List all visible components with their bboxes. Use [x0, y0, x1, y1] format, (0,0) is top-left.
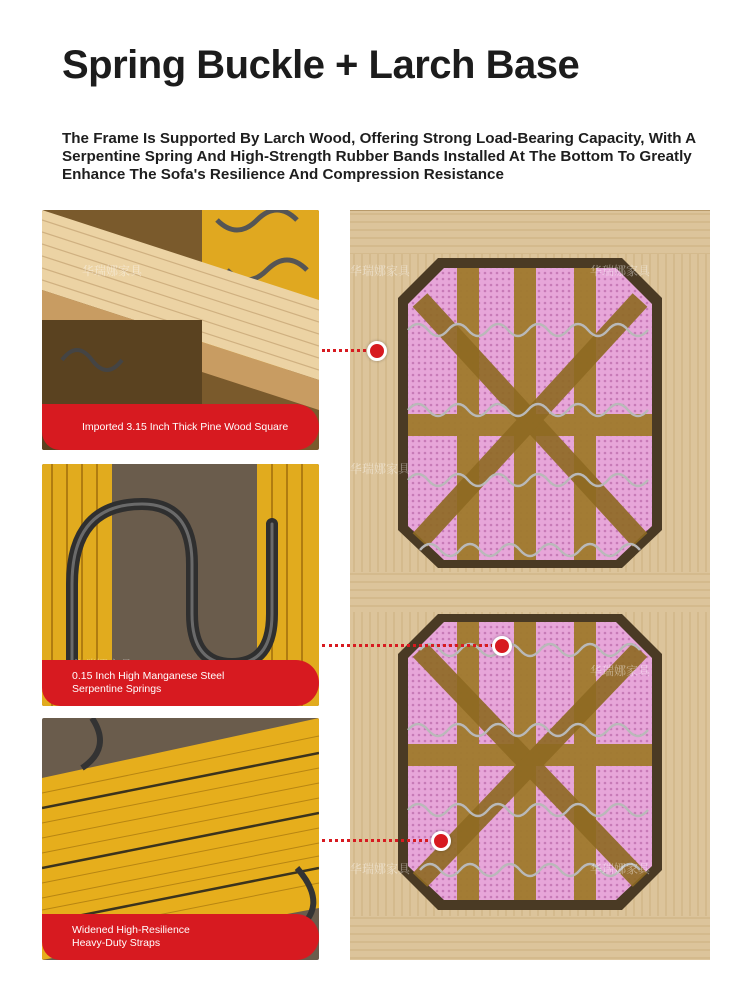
callout-line	[322, 644, 494, 647]
detail-label-badge	[42, 660, 319, 706]
detail-card-pine-wood	[42, 210, 319, 450]
callout-line	[322, 839, 434, 842]
detail-label-line: Heavy-Duty Straps	[72, 937, 161, 949]
callout-dot	[492, 636, 512, 656]
sofa-base-frame-icon	[350, 210, 710, 960]
page-description: The Frame Is Supported By Larch Wood, Offering Strong Load-Bearing Capacity, With A Serpentine Spring And High-Strength Rubber Bands Installed At The Bottom To Greatly Enhance The Sofa's Resilience And Compression Resistance	[62, 130, 696, 183]
detail-label-line: Serpentine Springs	[72, 683, 162, 695]
watermark-text: 华瑞娜家具	[590, 664, 651, 678]
watermark-text: 华瑞娜家具	[350, 264, 411, 278]
callout-dot	[431, 831, 451, 851]
sofa-base-frame	[350, 210, 710, 960]
callout-line	[322, 349, 372, 352]
detail-card-springs	[42, 464, 319, 706]
watermark-text: 华瑞娜家具	[590, 264, 651, 278]
page-title: Spring Buckle + Larch Base	[62, 43, 580, 87]
detail-label-line: Imported 3.15 Inch Thick Pine Wood Square	[82, 420, 289, 433]
detail-label-badge	[42, 914, 319, 960]
detail-label-line: 0.15 Inch High Manganese Steel	[72, 670, 225, 682]
watermark-text: 华瑞娜家具	[350, 862, 411, 876]
watermark-text: 华瑞娜家具	[350, 462, 411, 476]
detail-label-badge	[42, 404, 319, 450]
watermark-text: 华瑞娜家具	[590, 862, 651, 876]
callout-dot	[367, 341, 387, 361]
watermark-text: 华瑞娜家具	[82, 264, 143, 278]
detail-card-straps	[42, 718, 319, 960]
detail-label-line: Widened High-Resilience	[72, 924, 190, 936]
